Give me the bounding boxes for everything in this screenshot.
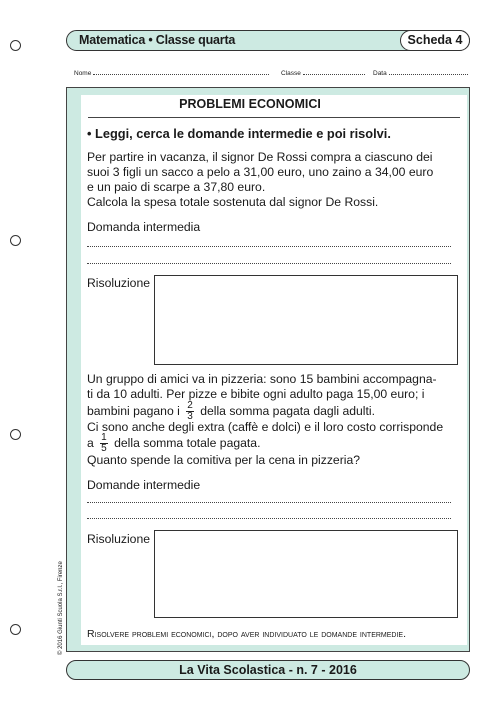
problem1-question-label: Domanda intermedia xyxy=(87,220,201,234)
problem2-text: Quanto spende la comitiva per la cena in pizzeria? xyxy=(87,453,361,467)
binder-hole xyxy=(10,624,21,635)
page-title: PROBLEMI ECONOMICI xyxy=(179,97,321,111)
date-field xyxy=(373,68,468,77)
copyright: © 2016 Giunti Scuola S.r.l., Firenze xyxy=(58,561,64,655)
instruction: • Leggi, cerca le domande intermedie e poi risolvi. xyxy=(87,126,391,141)
title-divider xyxy=(88,117,460,118)
answer-line xyxy=(87,263,451,264)
name-line xyxy=(93,68,269,75)
answer-line xyxy=(87,502,451,503)
problem2-text: ti da 10 adulti. Per pizze e bibite ogni adulto paga 15,00 euro; i xyxy=(87,387,425,401)
problem1-text: e un paio di scarpe a 37,80 euro. xyxy=(87,180,266,194)
problem2-solution-box xyxy=(154,530,458,618)
problem1-text: Per partire in vacanza, il signor De Rossi compra a ciascuno dei xyxy=(87,150,433,164)
date-label: Data xyxy=(373,70,387,77)
problem1-solution-label: Risoluzione xyxy=(87,276,151,290)
class-label: Classe xyxy=(281,70,301,77)
fraction-denominator: 3 xyxy=(187,411,193,423)
header-title: Matematica • Classe quarta xyxy=(79,33,236,47)
name-label: Nome xyxy=(74,70,92,77)
sheet-number: Scheda 4 xyxy=(400,30,470,51)
answer-line xyxy=(87,246,451,247)
fraction-numerator: 2 xyxy=(187,400,193,412)
header-bar xyxy=(66,30,470,51)
date-line xyxy=(389,68,468,75)
problem2-text: Un gruppo di amici va in pizzeria: sono 15 bambini accompagna- xyxy=(87,372,437,386)
class-line xyxy=(303,68,365,75)
binder-hole xyxy=(10,235,21,246)
problem2-text-part: della somma totale pagata. xyxy=(114,436,261,450)
problem1-text: suoi 3 figli un sacco a pelo a 31,00 euro, uno zaino a 34,00 euro xyxy=(87,165,434,179)
problem2-text-part: della somma pagata dagli adulti. xyxy=(200,404,375,418)
problem1-solution-box xyxy=(154,275,458,365)
problem1-text: Calcola la spesa totale sostenuta dal signor De Rossi. xyxy=(87,195,379,209)
problem2-question-label: Domande intermedie xyxy=(87,478,201,492)
fraction-denominator: 5 xyxy=(101,443,107,455)
binder-hole xyxy=(10,40,21,51)
class-field xyxy=(281,68,365,77)
problem2-text-part: bambini pagano i xyxy=(87,404,180,418)
binder-hole xyxy=(10,429,21,440)
problem2-text-part: a xyxy=(87,436,94,450)
problem2-text xyxy=(87,431,260,455)
fraction xyxy=(100,433,108,454)
problem2-solution-label: Risoluzione xyxy=(87,532,151,546)
fraction-numerator: 1 xyxy=(101,432,107,444)
problem2-text: Ci sono anche degli extra (caffè e dolci) e il loro costo corrisponde xyxy=(87,420,444,434)
answer-line xyxy=(87,518,451,519)
name-field xyxy=(74,68,269,77)
footer-bar: La Vita Scolastica - n. 7 - 2016 xyxy=(66,660,470,680)
footer-note: Risolvere problemi economici, dopo aver individuato le domande intermedie. xyxy=(87,628,407,640)
